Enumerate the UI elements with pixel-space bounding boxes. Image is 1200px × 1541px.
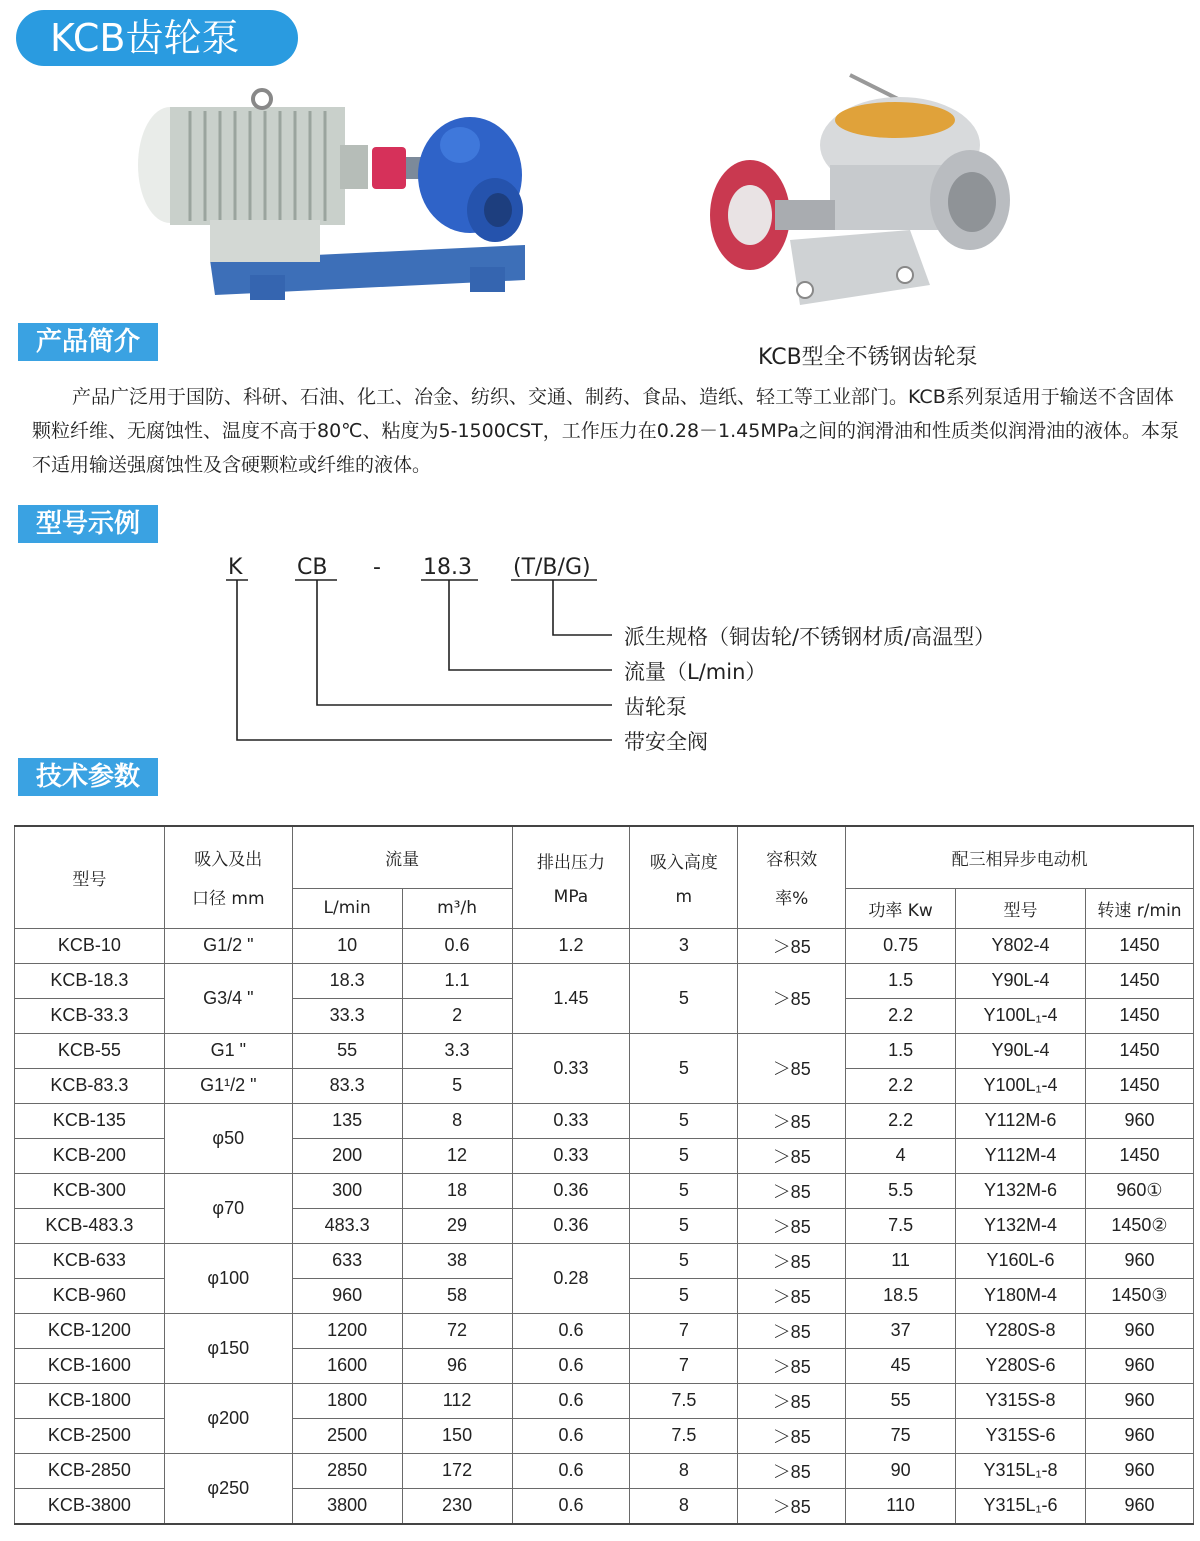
cell-model: KCB-33.3 [15,998,165,1033]
cell-speed: 960 [1085,1243,1193,1278]
cell-flow-lmin: 633 [292,1243,402,1278]
cell-speed: 1450② [1085,1208,1193,1243]
col-header-power: 功率 Kw [846,888,956,928]
cell-model: KCB-300 [15,1173,165,1208]
cell-pressure: 1.2 [512,928,630,963]
model-meaning-safety-valve: 带安全阀 [624,730,708,754]
cell-port: G1 " [164,1033,292,1068]
cell-pressure: 0.33 [512,1033,630,1103]
cell-efficiency: ＞85 [738,1208,846,1243]
cell-power: 45 [846,1348,956,1383]
col-header-pressure-line1: 排出压力 [536,852,605,873]
cell-speed: 960 [1085,1348,1193,1383]
cell-efficiency: ＞85 [738,1418,846,1453]
cell-flow-m3h: 8 [402,1103,512,1138]
cell-motor-model: Y315S-8 [956,1383,1086,1418]
cell-pressure: 0.6 [512,1348,630,1383]
col-header-speed: 转速 r/min [1085,888,1193,928]
col-header-efficiency [738,826,846,928]
cell-flow-m3h: 18 [402,1173,512,1208]
product-photo-pump-motor [130,85,550,310]
cell-flow-m3h: 230 [402,1488,512,1524]
cell-port: G1/2 " [164,928,292,963]
cell-power: 18.5 [846,1278,956,1313]
cell-power: 0.75 [846,928,956,963]
cell-efficiency: ＞85 [738,1243,846,1278]
table-row [15,1173,1194,1208]
cell-efficiency: ＞85 [738,1278,846,1313]
cell-flow-m3h: 96 [402,1348,512,1383]
cell-model: KCB-55 [15,1033,165,1068]
col-header-port [164,826,292,928]
cell-port: φ150 [164,1313,292,1383]
section-tag-intro: 产品简介 [18,323,158,361]
cell-flow-lmin: 33.3 [292,998,402,1033]
cell-motor-model: Y315L₁-6 [956,1488,1086,1524]
cell-speed: 1450③ [1085,1278,1193,1313]
cell-power: 2.2 [846,1068,956,1103]
cell-suction: 5 [630,1278,738,1313]
intro-text: 产品广泛用于国防、科研、石油、化工、冶金、纺织、交通、制药、食品、造纸、轻工等工业部门。KCB系列泵适用于输送不含固体颗粒纤维、无腐蚀性、温度不高于80℃、粘度为5-1500CST，工作压力在0.28－1.45MPa之间的润滑油和性质类似润滑油的液体。本泵不适用输送强腐蚀性及含硬颗粒或纤维的液体。 [32,386,1179,476]
cell-flow-lmin: 1800 [292,1383,402,1418]
cell-model: KCB-1800 [15,1383,165,1418]
cell-port: φ250 [164,1453,292,1524]
cell-suction: 5 [630,1208,738,1243]
cell-model: KCB-200 [15,1138,165,1173]
cell-model: KCB-483.3 [15,1208,165,1243]
cell-flow-m3h: 3.3 [402,1033,512,1068]
model-meaning-variant: 派生规格（铜齿轮/不锈钢材质/高温型） [624,625,996,649]
cell-flow-m3h: 2 [402,998,512,1033]
cell-power: 90 [846,1453,956,1488]
cell-flow-m3h: 172 [402,1453,512,1488]
cell-port: G3/4 " [164,963,292,1033]
cell-pressure: 0.33 [512,1103,630,1138]
cell-power: 75 [846,1418,956,1453]
cell-model: KCB-960 [15,1278,165,1313]
col-header-flow-lmin: L/min [292,888,402,928]
cell-power: 110 [846,1488,956,1524]
col-header-eff-line1: 容积效 [766,850,818,871]
cell-suction: 5 [630,1243,738,1278]
cell-flow-lmin: 135 [292,1103,402,1138]
cell-speed: 1450 [1085,928,1193,963]
cell-power: 55 [846,1383,956,1418]
cell-power: 37 [846,1313,956,1348]
cell-port: G1¹/2 " [164,1068,292,1103]
cell-model: KCB-1200 [15,1313,165,1348]
cell-flow-lmin: 83.3 [292,1068,402,1103]
cell-power: 11 [846,1243,956,1278]
cell-speed: 1450 [1085,1138,1193,1173]
cell-flow-m3h: 12 [402,1138,512,1173]
cell-pressure: 0.6 [512,1418,630,1453]
table-row [15,928,1194,963]
intro-paragraph [32,380,1187,482]
model-part-k: K [228,555,243,580]
cell-flow-lmin: 300 [292,1173,402,1208]
section-tag-specs: 技术参数 [18,758,158,796]
cell-suction: 8 [630,1488,738,1524]
cell-speed: 1450 [1085,1033,1193,1068]
cell-pressure: 0.36 [512,1173,630,1208]
cell-power: 7.5 [846,1208,956,1243]
col-header-motor: 配三相异步电动机 [846,826,1194,888]
cell-pressure: 0.6 [512,1313,630,1348]
cell-suction: 7.5 [630,1383,738,1418]
cell-pressure: 0.36 [512,1208,630,1243]
col-header-motor-model: 型号 [956,888,1086,928]
table-row [15,1313,1194,1348]
cell-model: KCB-83.3 [15,1068,165,1103]
cell-flow-lmin: 1200 [292,1313,402,1348]
cell-suction: 7 [630,1348,738,1383]
cell-power: 4 [846,1138,956,1173]
cell-pressure: 0.28 [512,1243,630,1313]
cell-model: KCB-633 [15,1243,165,1278]
cell-efficiency: ＞85 [738,1173,846,1208]
cell-flow-lmin: 18.3 [292,963,402,998]
col-header-pressure-line2: MPa [553,886,589,907]
product-photo-stainless-pump [680,70,1020,320]
cell-efficiency: ＞85 [738,1103,846,1138]
cell-motor-model: Y180M-4 [956,1278,1086,1313]
cell-pressure: 0.6 [512,1383,630,1418]
cell-pressure: 0.6 [512,1488,630,1524]
cell-suction: 5 [630,1173,738,1208]
cell-flow-lmin: 10 [292,928,402,963]
cell-motor-model: Y100L₁-4 [956,1068,1086,1103]
table-row [15,1033,1194,1068]
cell-model: KCB-2500 [15,1418,165,1453]
cell-flow-m3h: 112 [402,1383,512,1418]
cell-model: KCB-2850 [15,1453,165,1488]
cell-flow-m3h: 5 [402,1068,512,1103]
cell-flow-lmin: 1600 [292,1348,402,1383]
cell-suction: 5 [630,963,738,1033]
cell-suction: 5 [630,1138,738,1173]
cell-motor-model: Y112M-4 [956,1138,1086,1173]
cell-speed: 1450 [1085,1068,1193,1103]
cell-flow-m3h: 38 [402,1243,512,1278]
model-code-diagram [0,545,1200,760]
photo-caption: KCB型全不锈钢齿轮泵 [758,345,978,370]
cell-speed: 960 [1085,1488,1193,1524]
cell-suction: 5 [630,1033,738,1103]
cell-efficiency: ＞85 [738,1488,846,1524]
cell-model: KCB-3800 [15,1488,165,1524]
cell-motor-model: Y315S-6 [956,1418,1086,1453]
col-header-suction-line2: m [675,886,693,907]
cell-motor-model: Y112M-6 [956,1103,1086,1138]
cell-motor-model: Y90L-4 [956,963,1086,998]
cell-power: 1.5 [846,1033,956,1068]
cell-port: φ200 [164,1383,292,1453]
cell-flow-lmin: 2850 [292,1453,402,1488]
cell-motor-model: Y100L₁-4 [956,998,1086,1033]
table-row [15,1103,1194,1138]
cell-flow-lmin: 483.3 [292,1208,402,1243]
col-header-model: 型号 [15,826,165,928]
model-part-cb: CB [297,555,328,580]
cell-suction: 5 [630,1103,738,1138]
model-meaning-flow: 流量（L/min） [624,660,767,684]
col-header-flow: 流量 [292,826,512,888]
cell-speed: 1450 [1085,998,1193,1033]
cell-efficiency: ＞85 [738,1138,846,1173]
table-row [15,1383,1194,1418]
cell-flow-lmin: 960 [292,1278,402,1313]
cell-port: φ70 [164,1173,292,1243]
cell-model: KCB-18.3 [15,963,165,998]
cell-flow-lmin: 3800 [292,1488,402,1524]
cell-suction: 7 [630,1313,738,1348]
cell-motor-model: Y802-4 [956,928,1086,963]
cell-motor-model: Y132M-6 [956,1173,1086,1208]
cell-flow-m3h: 72 [402,1313,512,1348]
cell-motor-model: Y280S-8 [956,1313,1086,1348]
cell-speed: 960① [1085,1173,1193,1208]
spec-table [14,825,1194,1525]
col-header-eff-line2: 率% [775,889,809,910]
cell-power: 2.2 [846,1103,956,1138]
cell-model: KCB-135 [15,1103,165,1138]
table-row [15,1453,1194,1488]
cell-pressure: 0.6 [512,1453,630,1488]
cell-flow-m3h: 29 [402,1208,512,1243]
cell-pressure: 1.45 [512,963,630,1033]
cell-flow-m3h: 0.6 [402,928,512,963]
col-header-port-line1: 吸入及出 [194,850,263,871]
cell-speed: 960 [1085,1103,1193,1138]
col-header-flow-m3h: m³/h [402,888,512,928]
cell-port: φ50 [164,1103,292,1173]
cell-efficiency: ＞85 [738,1453,846,1488]
cell-flow-lmin: 200 [292,1138,402,1173]
col-header-suction-line1: 吸入高度 [649,852,718,873]
cell-suction: 7.5 [630,1418,738,1453]
model-part-dash: - [373,555,381,580]
cell-power: 2.2 [846,998,956,1033]
cell-motor-model: Y160L-6 [956,1243,1086,1278]
cell-power: 1.5 [846,963,956,998]
cell-efficiency: ＞85 [738,928,846,963]
cell-speed: 960 [1085,1383,1193,1418]
model-part-variant: (T/B/G) [513,555,591,580]
cell-motor-model: Y315L₁-8 [956,1453,1086,1488]
cell-suction: 3 [630,928,738,963]
cell-flow-m3h: 1.1 [402,963,512,998]
cell-model: KCB-10 [15,928,165,963]
page-title: KCB齿轮泵 [16,10,298,66]
cell-suction: 8 [630,1453,738,1488]
cell-speed: 960 [1085,1453,1193,1488]
cell-efficiency: ＞85 [738,963,846,1033]
cell-speed: 960 [1085,1418,1193,1453]
cell-model: KCB-1600 [15,1348,165,1383]
cell-efficiency: ＞85 [738,1033,846,1103]
cell-speed: 960 [1085,1313,1193,1348]
cell-speed: 1450 [1085,963,1193,998]
section-tag-model: 型号示例 [18,505,158,543]
cell-motor-model: Y280S-6 [956,1348,1086,1383]
cell-flow-m3h: 150 [402,1418,512,1453]
cell-motor-model: Y132M-4 [956,1208,1086,1243]
table-row [15,1243,1194,1278]
model-meaning-gear-pump: 齿轮泵 [624,695,687,719]
cell-efficiency: ＞85 [738,1348,846,1383]
cell-pressure: 0.33 [512,1138,630,1173]
cell-power: 5.5 [846,1173,956,1208]
table-row [15,963,1194,998]
col-header-pressure [512,826,630,928]
cell-flow-lmin: 55 [292,1033,402,1068]
cell-motor-model: Y90L-4 [956,1033,1086,1068]
col-header-suction [630,826,738,928]
cell-efficiency: ＞85 [738,1383,846,1418]
cell-flow-m3h: 58 [402,1278,512,1313]
cell-port: φ100 [164,1243,292,1313]
col-header-port-line2: 口径 mm [192,889,265,910]
cell-flow-lmin: 2500 [292,1418,402,1453]
cell-efficiency: ＞85 [738,1313,846,1348]
model-part-flow: 18.3 [423,555,472,580]
